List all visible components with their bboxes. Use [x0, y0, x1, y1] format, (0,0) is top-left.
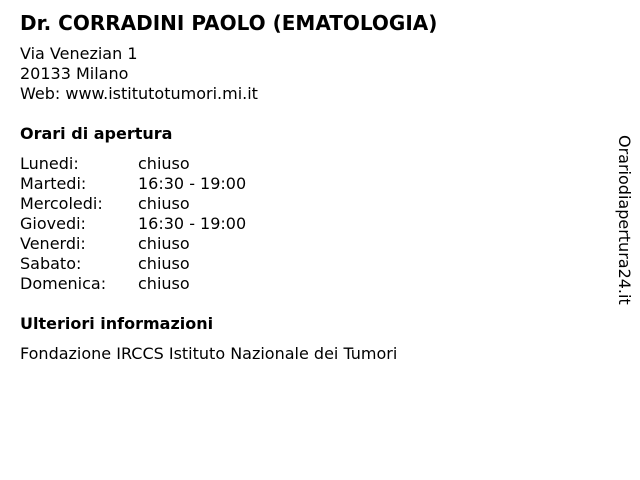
city-address: 20133 Milano — [20, 64, 129, 83]
address-block — [20, 44, 258, 104]
hours-value: chiuso — [138, 274, 190, 293]
website-link[interactable]: Web: www.istitutotumori.mi.it — [20, 84, 258, 103]
day-label: Domenica: — [20, 274, 107, 293]
opening-hours-heading: Orari di apertura — [20, 124, 173, 143]
hours-row-thursday — [20, 214, 246, 234]
day-label: Mercoledi: — [20, 194, 103, 213]
site-brand-vertical: Orariodiapertura24.it — [615, 135, 634, 305]
day-label: Venerdi: — [20, 234, 86, 253]
opening-hours-table — [20, 154, 246, 294]
hours-row-friday — [20, 234, 246, 254]
hours-row-monday — [20, 154, 246, 174]
hours-row-tuesday — [20, 174, 246, 194]
hours-value: chiuso — [138, 234, 190, 253]
day-label: Sabato: — [20, 254, 82, 273]
hours-row-sunday — [20, 274, 246, 294]
hours-value: chiuso — [138, 194, 190, 213]
hours-row-saturday — [20, 254, 246, 274]
additional-info-heading: Ulteriori informazioni — [20, 314, 214, 333]
additional-info-text: Fondazione IRCCS Istituto Nazionale dei Tumori — [20, 344, 398, 363]
hours-value: 16:30 - 19:00 — [138, 174, 247, 193]
page-title: Dr. CORRADINI PAOLO (EMATOLOGIA) — [20, 11, 438, 35]
day-label: Martedi: — [20, 174, 87, 193]
hours-row-wednesday — [20, 194, 246, 214]
day-label: Giovedi: — [20, 214, 86, 233]
hours-value: chiuso — [138, 154, 190, 173]
day-label: Lunedi: — [20, 154, 79, 173]
hours-value: 16:30 - 19:00 — [138, 214, 247, 233]
street-address: Via Venezian 1 — [20, 44, 138, 63]
hours-value: chiuso — [138, 254, 190, 273]
